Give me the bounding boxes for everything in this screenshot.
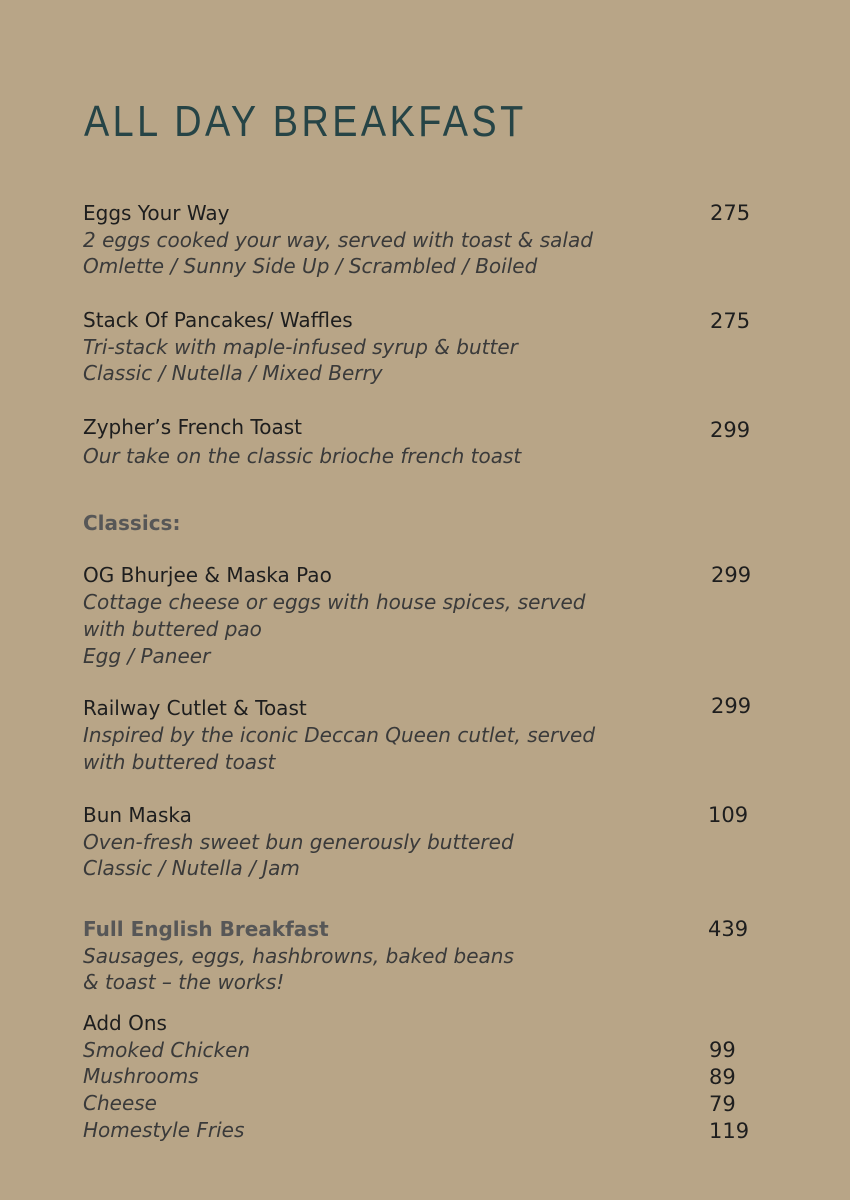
addon-price: 119 (709, 1119, 750, 1143)
menu-item-name: Full English Breakfast (83, 917, 329, 941)
menu-item-description: Inspired by the iconic Deccan Queen cutlet, served (83, 723, 596, 747)
menu-item-name: Zypher’s French Toast (83, 415, 302, 439)
addon-price: 79 (709, 1092, 736, 1116)
menu-item-description: with buttered pao (83, 617, 262, 641)
menu-item-price: 439 (708, 917, 749, 941)
addon-price: 99 (709, 1038, 736, 1062)
menu-item-price: 299 (710, 418, 751, 442)
menu-item-price: 109 (708, 803, 749, 827)
addon-price: 89 (709, 1065, 736, 1089)
menu-item-name: Railway Cutlet & Toast (83, 696, 307, 720)
menu-item-options: Classic / Nutella / Mixed Berry (83, 361, 383, 385)
page-title: ALL DAY BREAKFAST (84, 97, 527, 146)
menu-item-name: Eggs Your Way (83, 201, 230, 225)
menu-item-options: Egg / Paneer (83, 644, 211, 668)
menu-item-description: 2 eggs cooked your way, served with toast & salad (83, 228, 593, 252)
menu-item-price: 275 (710, 309, 751, 333)
addon-name: Mushrooms (83, 1064, 199, 1088)
menu-item-description: Tri-stack with maple-infused syrup & butter (83, 335, 518, 359)
menu-item-options: Classic / Nutella / Jam (83, 856, 300, 880)
menu-item-price: 275 (710, 201, 751, 225)
menu-item-description: Oven-fresh sweet bun generously buttered (83, 830, 514, 854)
menu-item-description: with buttered toast (83, 750, 276, 774)
addon-name: Smoked Chicken (83, 1038, 251, 1062)
addon-name: Homestyle Fries (83, 1118, 245, 1142)
menu-item-options: Omlette / Sunny Side Up / Scrambled / Boiled (83, 254, 538, 278)
menu-item-name: Stack Of Pancakes/ Waffles (83, 308, 353, 332)
menu-item-description: Sausages, eggs, hashbrowns, baked beans (83, 944, 514, 968)
section-heading-addons: Add Ons (83, 1011, 167, 1035)
menu-item-name: OG Bhurjee & Maska Pao (83, 563, 332, 587)
menu-item-description: Cottage cheese or eggs with house spices, served (83, 590, 586, 614)
menu-item-name: Bun Maska (83, 803, 192, 827)
menu-item-price: 299 (711, 563, 752, 587)
menu-item-description: Our take on the classic brioche french toast (83, 444, 522, 468)
section-heading-classics: Classics: (83, 511, 181, 535)
menu-item-price: 299 (711, 694, 752, 718)
addon-name: Cheese (83, 1091, 157, 1115)
menu-item-description: & toast – the works! (83, 970, 285, 994)
